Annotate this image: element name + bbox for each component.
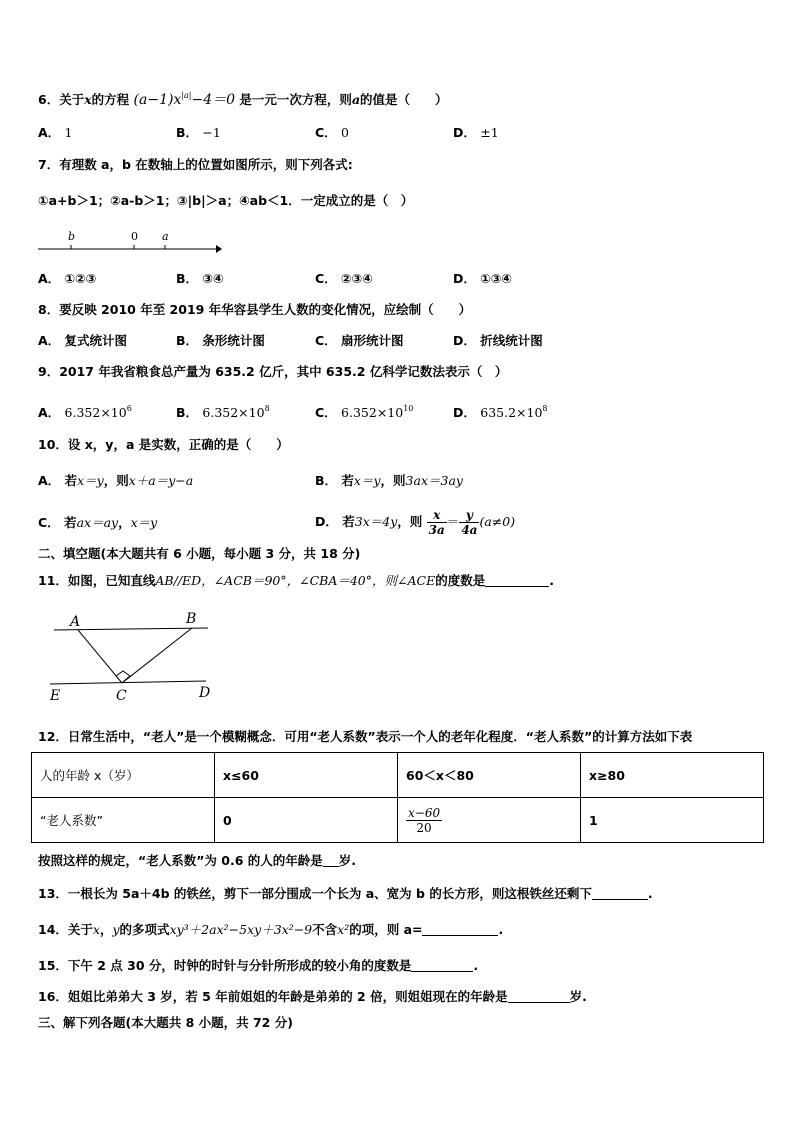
answer-blank	[592, 887, 648, 900]
label-a: A	[70, 614, 81, 630]
q6-equation: $(a-1)x^{|a|}-4=0$	[133, 91, 236, 108]
table-cell: 人的年龄 x（岁）	[32, 753, 215, 798]
q6-stem: 6．关于x的方程 $(a-1)x^{|a|}-4=0$ 是一元一次方程，则a的值是（ ）	[38, 91, 448, 108]
table-cell: 0	[215, 798, 398, 843]
q7-option-a: A． ①②③	[38, 271, 97, 286]
q13-stem: 13．一根长为 5a＋4b 的铁丝，剪下一部分围成一个长为 a、宽为 b 的长方形，则这根铁丝还剩下 .	[38, 886, 653, 901]
q7-option-d: D． ①③④	[453, 271, 513, 286]
table-row	[32, 753, 764, 798]
q7-items: ①a+b＞1；②a-b＞1；③|b|＞a；④ab＜1．一定成立的是（ ）	[38, 193, 414, 208]
label-c: C	[116, 688, 127, 704]
segment-cb	[122, 628, 192, 683]
q10-option-c: C． 若ax＝ay，x＝y	[38, 515, 158, 530]
table-cell: 60＜x＜80	[398, 753, 581, 798]
q9-option-b: B． $6.352\times 10^8$	[176, 404, 270, 420]
table-cell	[398, 798, 581, 843]
q11-stem: 11．如图，已知直线AB//ED，∠ACB＝90°，∠CBA＝40°，则∠ACE的度数是 .	[38, 573, 554, 588]
table-cell: 1	[581, 798, 764, 843]
label-e: E	[50, 688, 61, 704]
q6-option-a: A． 1	[38, 125, 73, 140]
label-b: b	[68, 230, 76, 243]
q8-option-d: D． 折线统计图	[453, 333, 543, 348]
answer-blank	[411, 959, 473, 972]
answer-blank	[485, 574, 549, 587]
q12-question: 按照这样的规定，“老人系数”为 0.6 的人的年龄是 岁.	[38, 853, 357, 868]
table-row	[32, 798, 764, 843]
q10-option-d: D． 若3x＝4y，则 $\frac{x}{3a}$ ＝ $\frac{y}{4a}$ (a≠0)	[315, 508, 516, 537]
q15-stem: 15．下午 2 点 30 分，时钟的时针与分针所形成的较小角的度数是 .	[38, 958, 479, 973]
q6-option-d: D． ±1	[453, 125, 499, 140]
q9-option-a: A． $6.352\times 10^6$	[38, 404, 132, 420]
q8-option-c: C． 扇形统计图	[315, 333, 404, 348]
q8-option-a: A． 复式统计图	[38, 333, 128, 348]
segment-ac	[78, 630, 122, 683]
q9-stem: 9．2017 年我省粮食总产量为 635.2 亿斤，其中 635.2 亿科学记数法表示（ ）	[38, 364, 508, 379]
fraction-age: $\frac{x-60}{20}$	[408, 805, 441, 835]
q6-option-b: B． −1	[176, 125, 221, 140]
fraction-x-3a: $\frac{x}{3a}$	[428, 508, 445, 537]
q7-option-c: C． ②③④	[315, 271, 373, 286]
q14-stem: 14．关于x，y的多项式xy³＋2ax²−5xy＋3x²−9不含x²的项，则 a= .	[38, 922, 504, 937]
q12-stem: 12．日常生活中，“老人”是一个模糊概念．可用“老人系数”表示一个人的老年化程度．“老人系数”的计算方法如下表	[38, 729, 693, 744]
q6-option-c: C． 0	[315, 125, 349, 140]
table-cell: “老人系数”	[32, 798, 215, 843]
q9-option-d: D． $635.2\times 10^8$	[453, 404, 548, 420]
label-zero: 0	[131, 230, 138, 243]
q10-option-a: A． 若x＝y，则x＋a＝y−a	[38, 473, 194, 488]
right-angle-mark	[116, 671, 130, 682]
number-line-figure	[36, 226, 222, 256]
section-2-heading: 二、填空题(本大题共有 6 小题，每小题 3 分，共 18 分)	[38, 546, 361, 561]
q8-stem: 8．要反映 2010 年至 2019 年华容县学生人数的变化情况，应绘制（ ）	[38, 302, 472, 317]
label-b: B	[186, 611, 197, 627]
q8-option-b: B． 条形统计图	[176, 333, 265, 348]
q16-stem: 16．姐姐比弟弟大 3 岁，若 5 年前姐姐的年龄是弟弟的 2 倍，则姐姐现在的年龄是 岁.	[38, 989, 587, 1004]
line-ed	[50, 681, 206, 684]
q7-stem: 7．有理数 a，b 在数轴上的位置如图所示，则下列各式:	[38, 157, 353, 172]
label-a: a	[162, 230, 169, 243]
q10-stem: 10．设 x，y，a 是实数，正确的是（ ）	[38, 437, 289, 452]
table-cell: x≥80	[581, 753, 764, 798]
q7-option-b: B． ③④	[176, 271, 224, 286]
number-line-arrow	[216, 245, 222, 253]
q9-option-c: C． $6.352\times 10^{10}$	[315, 404, 414, 420]
answer-blank	[422, 923, 498, 936]
label-d: D	[199, 685, 211, 701]
q11-geometry-figure	[46, 608, 218, 706]
section-3-heading: 三、解下列各题(本大题共 8 小题，共 72 分)	[38, 1015, 293, 1030]
answer-blank	[323, 854, 339, 867]
q10-option-b: B． 若x＝y，则3ax＝3ay	[315, 473, 463, 488]
answer-blank	[508, 990, 570, 1003]
table-cell: x≤60	[215, 753, 398, 798]
q12-table	[31, 752, 764, 843]
fraction-y-4a: $\frac{y}{4a}$	[461, 508, 478, 537]
